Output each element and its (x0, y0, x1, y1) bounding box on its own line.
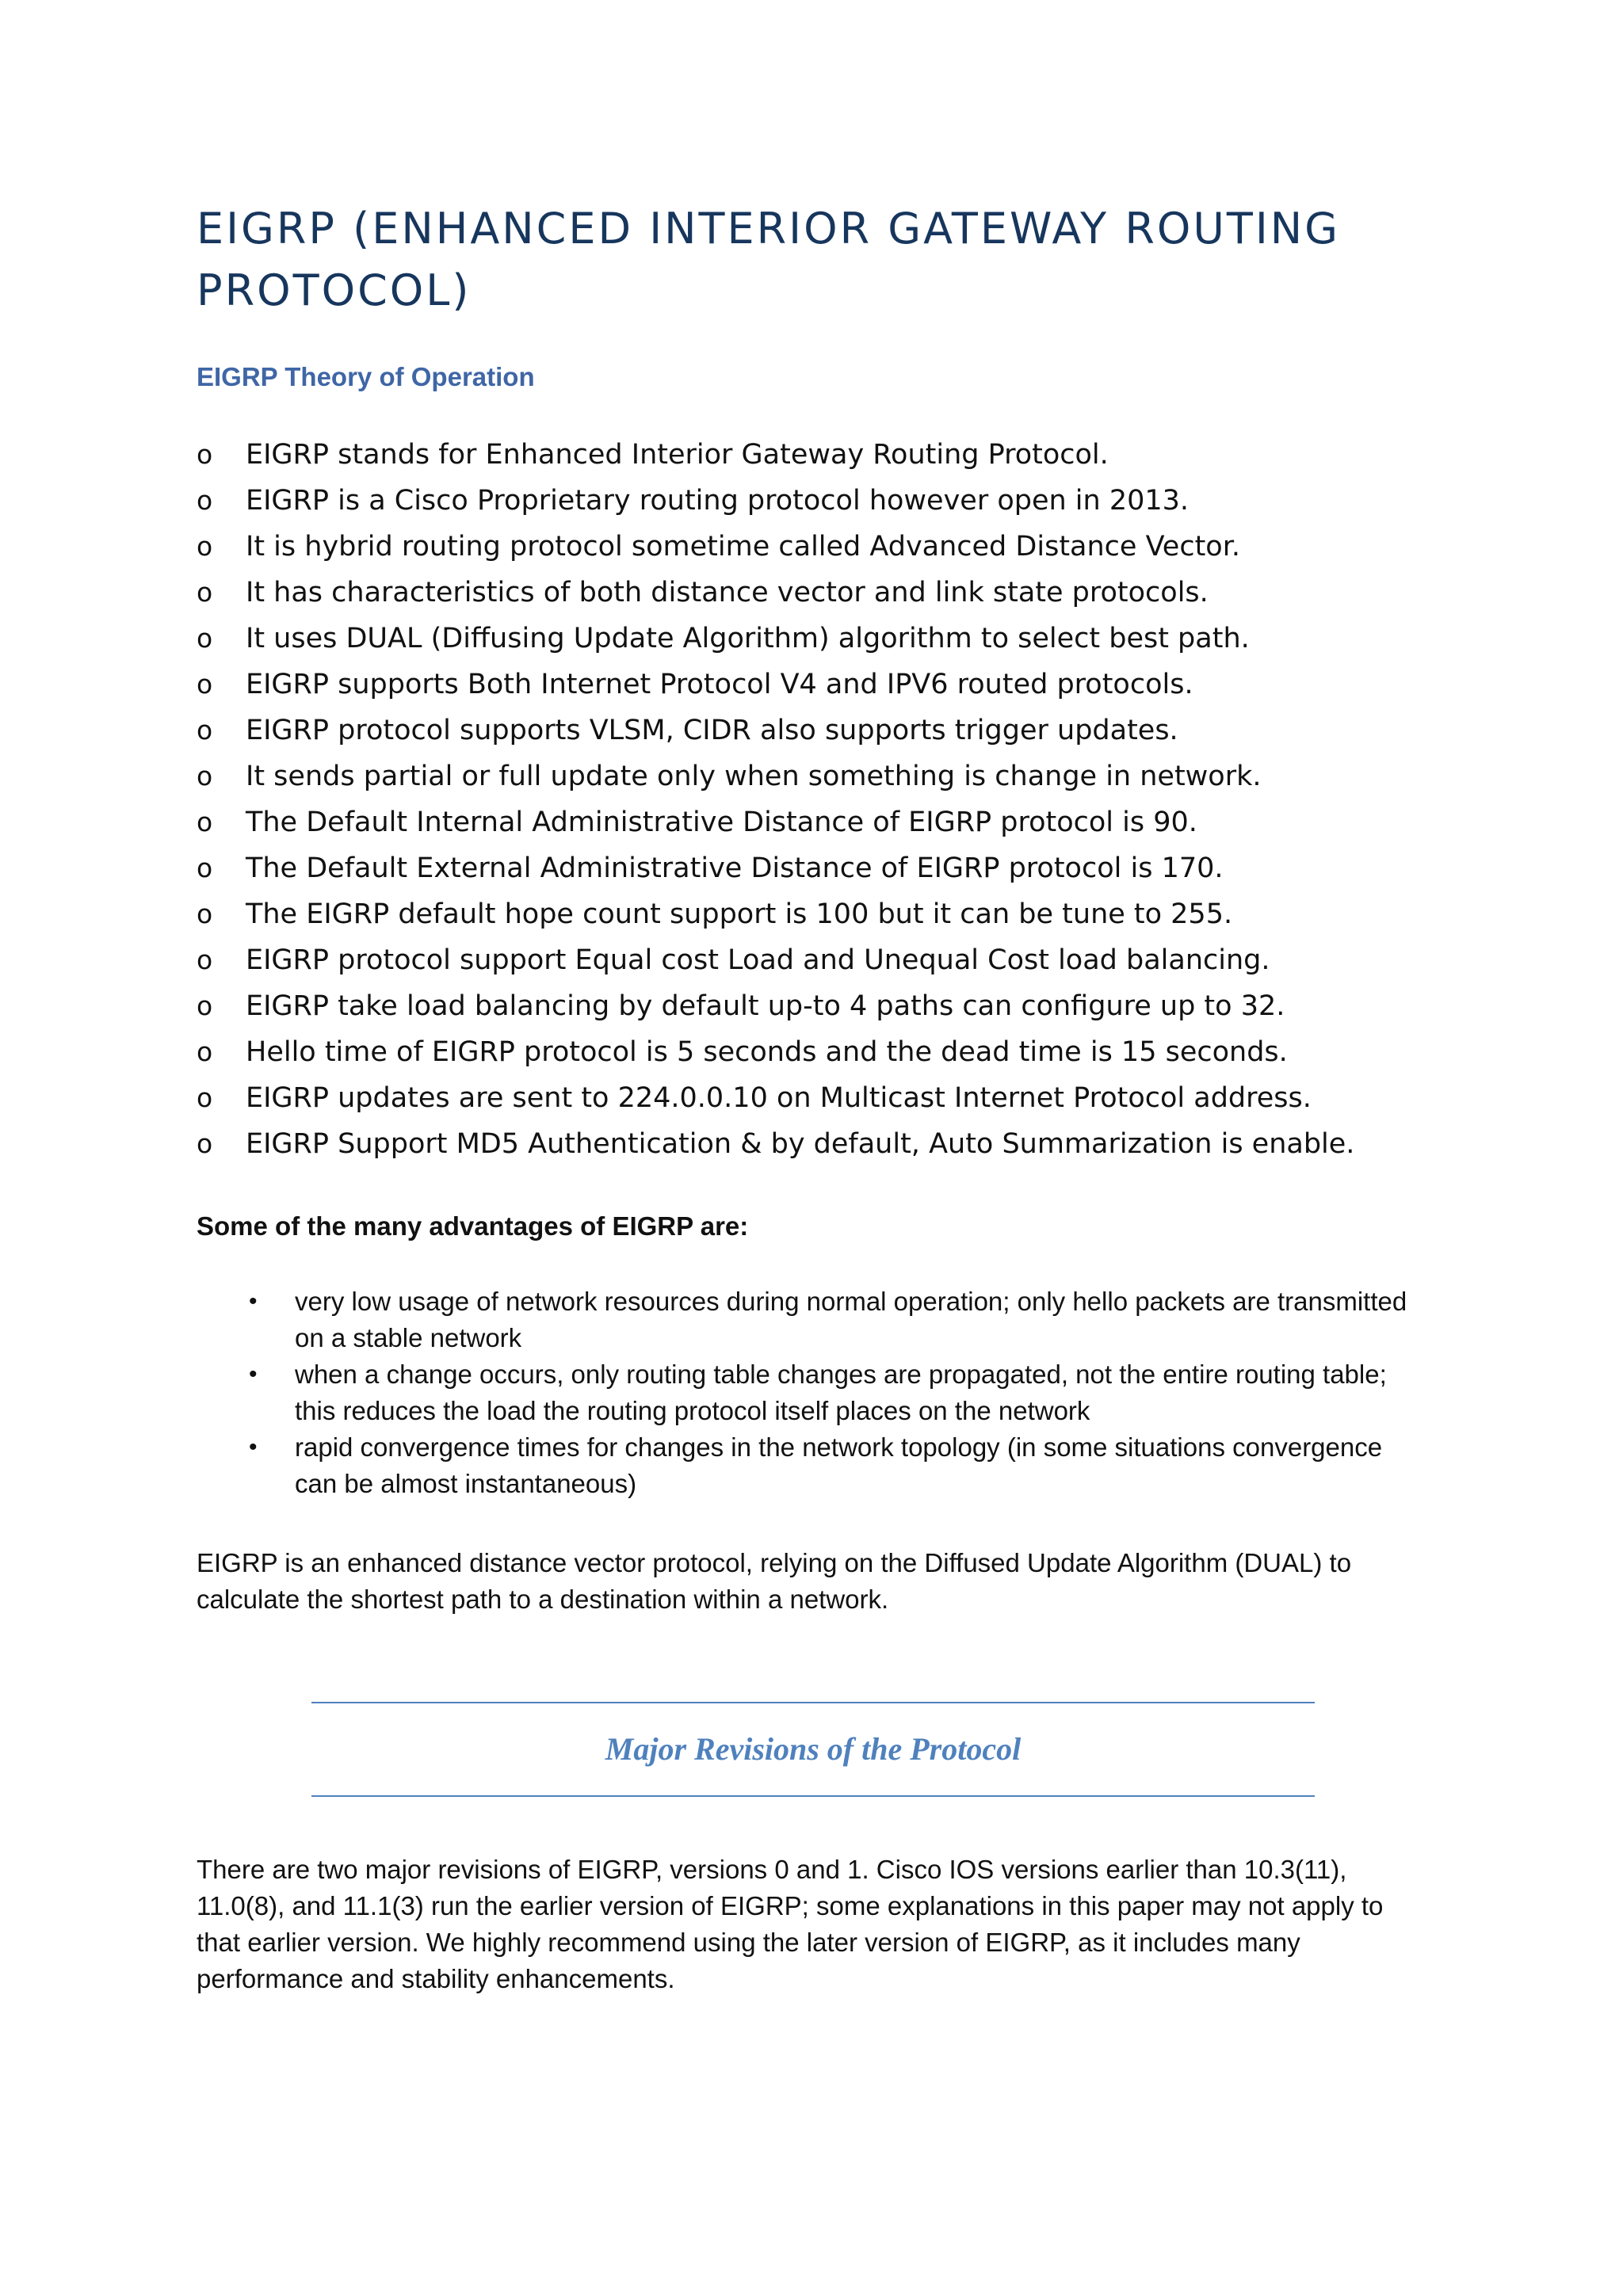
list-item-text: The Default Internal Administrative Distance of EIGRP protocol is 90. (246, 807, 1197, 838)
list-item (197, 1121, 1433, 1167)
list-marker: o (197, 1128, 213, 1159)
list-item (197, 432, 1433, 478)
advantages-heading: Some of the many advantages of EIGRP are: (197, 1211, 749, 1241)
list-item (197, 799, 1433, 845)
list-item-text: very low usage of network resources during normal operation; only hello packets are transmitted on a stable network (295, 1287, 1407, 1352)
list-item (197, 891, 1433, 937)
list-marker: o (197, 623, 213, 654)
list-item-text: EIGRP stands for Enhanced Interior Gateway Routing Protocol. (246, 439, 1109, 471)
list-item (197, 1356, 1420, 1429)
list-item (197, 1283, 1420, 1356)
list-item-text: EIGRP Support MD5 Authentication & by default, Auto Summarization is enable. (246, 1128, 1355, 1160)
list-marker: o (197, 761, 213, 791)
revisions-paragraph: There are two major revisions of EIGRP, versions 0 and 1. Cisco IOS versions earlier than 10.3(11), 11.0(8), and 11.1(3) run the earlier version of EIGRP; some explanations in this paper may not apply to that earlier version. We highly recommend using the later version of EIGRP, as it includes many performance and stability enhancements. (197, 1855, 1384, 1993)
list-marker: o (197, 852, 213, 883)
list-item (197, 937, 1433, 983)
list-item (197, 753, 1433, 799)
list-item-text: It is hybrid routing protocol sometime called Advanced Distance Vector. (246, 531, 1241, 563)
list-item-text: rapid convergence times for changes in the network topology (in some situations convergence can be almost instantaneous) (295, 1432, 1383, 1498)
list-item (197, 524, 1433, 570)
list-item (197, 1429, 1420, 1502)
bullet-icon: • (249, 1434, 258, 1460)
list-item-text: EIGRP take load balancing by default up-to 4 paths can configure up to 32. (246, 990, 1285, 1022)
list-item-text: It sends partial or full update only when something is change in network. (246, 761, 1262, 792)
theory-subtitle: EIGRP Theory of Operation (197, 362, 535, 391)
list-item (197, 616, 1433, 662)
list-marker: o (197, 807, 213, 837)
list-item (197, 983, 1433, 1029)
list-item (197, 1075, 1433, 1121)
document-title: EIGRP (ENHANCED INTERIOR GATEWAY ROUTING PROTOCOL) (197, 204, 1341, 315)
list-item-text: EIGRP updates are sent to 224.0.0.10 on Multicast Internet Protocol address. (246, 1082, 1312, 1114)
bullet-icon: • (249, 1361, 258, 1387)
list-marker: o (197, 669, 213, 700)
list-marker: o (197, 990, 213, 1021)
list-item-text: The Default External Administrative Distance of EIGRP protocol is 170. (246, 852, 1224, 884)
list-item-text: Hello time of EIGRP protocol is 5 seconds and the dead time is 15 seconds. (246, 1036, 1288, 1068)
list-marker: o (197, 1082, 213, 1113)
list-item-text: EIGRP supports Both Internet Protocol V4 and IPV6 routed protocols. (246, 669, 1193, 700)
list-item-text: EIGRP protocol supports VLSM, CIDR also supports trigger updates. (246, 715, 1178, 746)
section-rule-top (311, 1702, 1315, 1703)
list-marker: o (197, 715, 213, 746)
list-item (197, 662, 1433, 707)
list-marker: o (197, 1036, 213, 1067)
list-marker: o (197, 485, 213, 516)
list-item-text: when a change occurs, only routing table changes are propagated, not the entire routing table; this reduces the load the routing protocol itself places on the network (295, 1360, 1387, 1425)
list-item (197, 707, 1433, 753)
list-item-text: It uses DUAL (Diffusing Update Algorithm) algorithm to select best path. (246, 623, 1250, 654)
list-marker: o (197, 944, 213, 975)
list-item (197, 845, 1433, 891)
list-item-text: It has characteristics of both distance vector and link state protocols. (246, 577, 1209, 608)
list-marker: o (197, 898, 213, 929)
list-item (197, 478, 1433, 524)
section-rule-bottom (311, 1795, 1315, 1797)
list-marker: o (197, 439, 213, 470)
bullet-icon: • (249, 1288, 258, 1314)
eigrp-facts-list (197, 432, 1433, 1167)
list-item-text: The EIGRP default hope count support is 100 but it can be tune to 255. (246, 898, 1233, 930)
list-item-text: EIGRP is a Cisco Proprietary routing protocol however open in 2013. (246, 485, 1190, 517)
summary-paragraph: EIGRP is an enhanced distance vector protocol, relying on the Diffused Update Algorithm (DUAL) to calculate the shortest path to a destination within a network. (197, 1548, 1352, 1614)
advantages-list (197, 1283, 1433, 1502)
list-item (197, 570, 1433, 616)
list-marker: o (197, 531, 213, 562)
section-heading: Major Revisions of the Protocol (605, 1731, 1022, 1767)
list-marker: o (197, 577, 213, 608)
list-item (197, 1029, 1433, 1075)
list-item-text: EIGRP protocol support Equal cost Load and Unequal Cost load balancing. (246, 944, 1270, 976)
